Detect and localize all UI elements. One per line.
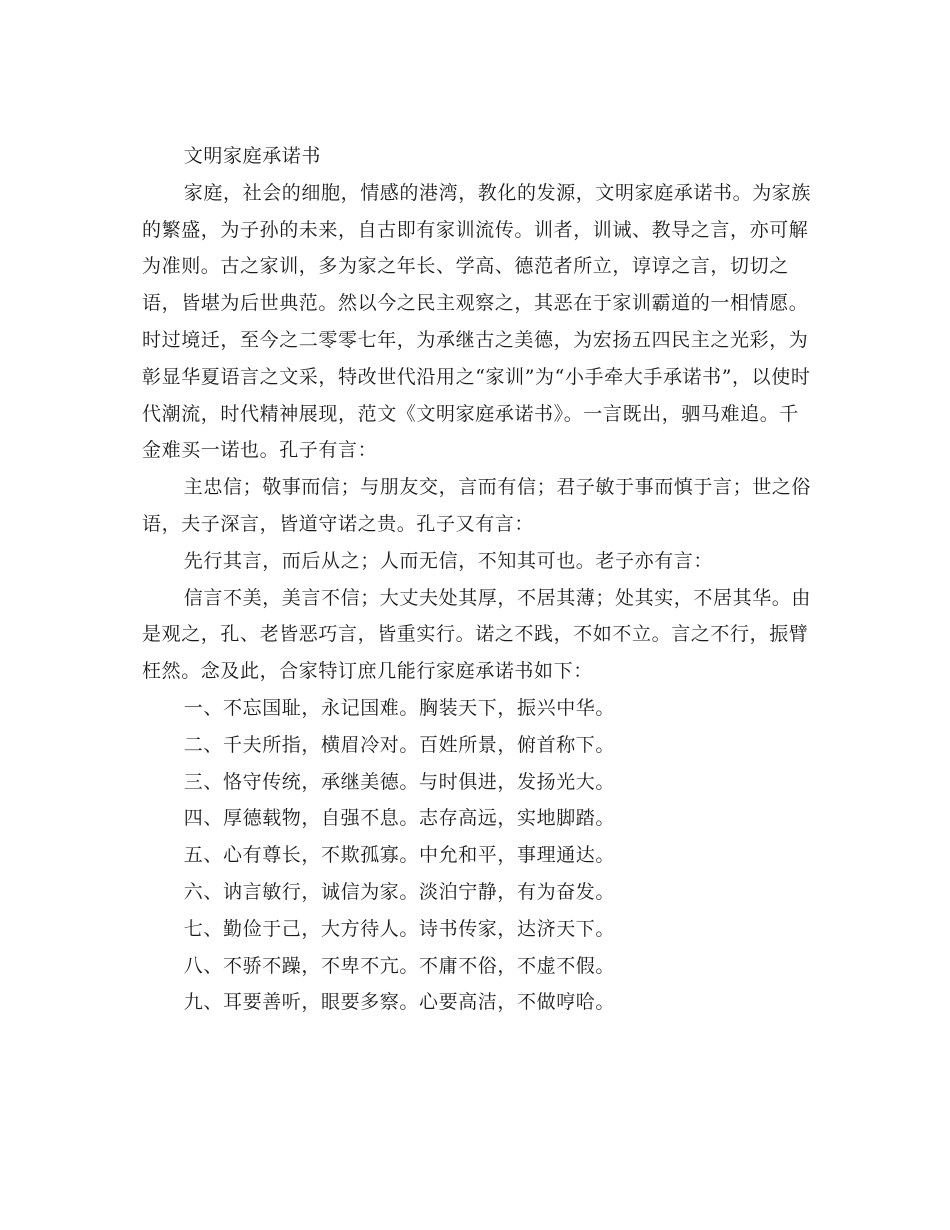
pledge-item-5: 五、心有尊长，不欺孤寡。中允和平，事理通达。: [183, 844, 615, 867]
paragraph-confucius-quote: 主忠信；敬事而信；与朋友交，言而有信；君子敏于事而慎于言；世之俗语，夫子深言，皆道守诺之贵。孔子又有言：: [142, 476, 811, 535]
pledge-item-2: 二、千夫所指，横眉冷对。百姓所景，俯首称下。: [183, 733, 615, 756]
pledge-item-7: 七、勤俭于己，大方待人。诗书传家，达济天下。: [183, 917, 615, 940]
paragraph-laozi-quote: 信言不美，美言不信；大丈夫处其厚，不居其薄；处其实，不居其华。由是观之，孔、老皆恶巧言，皆重实行。诺之不践，不如不立。言之不行，振臂枉然。念及此，合家特订庶几能行家庭承诺书如下：: [142, 586, 811, 683]
document-body: [142, 138, 812, 1021]
pledge-item-9: 九、耳要善听，眼要多察。心要高洁，不做哼哈。: [183, 991, 615, 1014]
pledge-item-1: 一、不忘国耻，永记国难。胸装天下，振兴中华。: [183, 696, 615, 719]
pledge-item-3: 三、恪守传统，承继美德。与时俱进，发扬光大。: [183, 770, 615, 793]
document-title: 文明家庭承诺书: [183, 145, 321, 167]
pledge-item-6: 六、讷言敏行，诚信为家。淡泊宁静，有为奋发。: [183, 880, 615, 903]
paragraph-intro: 家庭，社会的细胞，情感的港湾，教化的发源，文明家庭承诺书。为家族的繁盛，为子孙的未来，自古即有家训流传。训者，训诫、教导之言，亦可解为准则。古之家训，多为家之年长、学高、德范者所立，谆谆之言，切切之语，皆堪为后世典范。然以今之民主观察之，其恶在于家训霸道的一相情愿。时过境迁，至今之二零零七年，为承继古之美德，为宏扬五四民主之光彩，为彰显华夏语言之文采，特改世代沿用之“家训”为“小手牵大手承诺书”，以使时代潮流，时代精神展现，范文《文明家庭承诺书》。一言既出，驷马难追。千金难买一诺也。孔子有言：: [142, 181, 811, 462]
pledge-item-4: 四、厚德载物，自强不息。志存高远，实地脚踏。: [183, 807, 615, 830]
paragraph-confucius-quote-2: 先行其言，而后从之；人而无信，不知其可也。老子亦有言：: [183, 549, 713, 572]
pledge-item-8: 八、不骄不躁，不卑不亢。不庸不俗，不虚不假。: [183, 954, 615, 977]
